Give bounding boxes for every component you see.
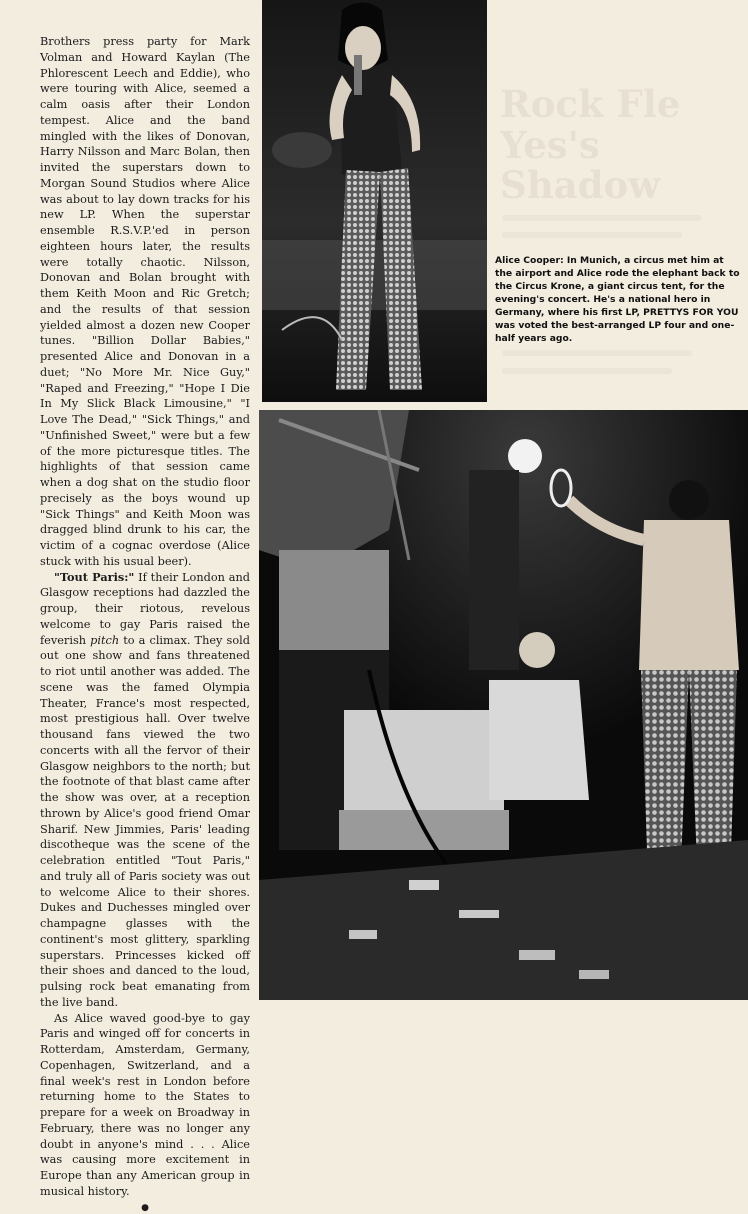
stage-photo-illustration [259,410,748,1000]
paragraph-2-text-a: If their London and Glasgow receptions had dazzled the group, their riotous, revelous welcome to gay Paris raised the feverish [40,571,250,647]
article-body [40,34,250,1214]
article-paragraph-1: Brothers press party for Mark Volman and Howard Kaylan (The Phlorescent Leech and Eddie), who were touring with Alice, seemed a calm oasis after their London tempest. Alice and the band mingled with the likes of Donovan, Harry Nilsson and Marc Bolan, then invited the superstars down to Morgan Sound Studios where Alice was about to lay down tracks for his new LP. When the superstar ensemble R.S.V.P.'ed in person eighteen hours later, the results were totally chaotic. Nilsson, Donovan and Bolan brought with them Keith Moon and Ric Gretch; and the results of that session yielded almost a dozen new Cooper tunes. "Billion Dollar Babies," presented Alice and Donovan in a duet; "No More Mr. Nice Guy," "Raped and Freezing," "Hope I Die In My Slick Black Limousine," "I Love The Dead," "Sick Things," and "Unfinished Sweet," were but a few of the more picturesque titles. The highlights of that session came when a dog shat on the studio floor precisely as the boys wound up "Sick Things" and Keith Moon was dragged blind drunk to his car, the victim of a cognac overdose (Alice stuck with his usual beer). [40,34,250,570]
article-paragraph-2 [40,570,250,1011]
singer-photo-illustration [262,0,487,402]
show-through-line [502,215,702,221]
end-of-article-bullet: ● [40,1202,250,1214]
section-lead-tout-paris: "Tout Paris:" [54,570,134,584]
photo-singer-with-microphone [262,0,487,402]
article-paragraph-3: As Alice waved good-bye to gay Paris and winged off for concerts in Rotterdam, Amsterdam, Germany, Copenhagen, Switzerland, and a final week's rest in London before returning home to the States to prepare for a week on Broadway in February, there was no longer any doubt in anyone's mind . . . Alice was causing more excitement in Europe than any American group in musical history. [40,1011,250,1200]
show-through-line [502,232,682,238]
paragraph-2-italic: pitch [90,634,119,647]
show-through-line [502,368,672,374]
show-through-line [502,350,692,356]
paragraph-2-text-b: to a climax. They sold out one show and fans threatened to riot until another was added. The scene was the famed Olympia Theater, France's most respected, most prestigious hall. Over twelve thousand fans viewed the two concerts with all the fervor of their Glasgow neighbors to the north; but the footnote of that blast came after the show was over, at a reception thrown by Alice's good friend Omar Sharif. New Jimmies, Paris' leading discotheque was the scene of the celebration entitled "Tout Paris," and truly all of Paris society was out to welcome Alice to their shores. Dukes and Duchesses mingled over champagne glasses with the continent's most glittery, sparkling superstars. Princesses kicked off their shoes and danced to the loud, pulsing rock beat emanating from the live band. [40,634,250,1009]
show-through-title: Rock Fle Yes's Shadow [500,84,748,206]
photo-stage-scene [259,410,748,1000]
photo-caption: Alice Cooper: In Munich, a circus met him at the airport and Alice rode the elephant back to the Circus Krone, a giant circus tent, for the evening's concert. He's a national hero in Germany, where his first LP, PRETTYS FOR YOU was voted the best-arranged LP four and one-half years ago. [495,254,741,345]
